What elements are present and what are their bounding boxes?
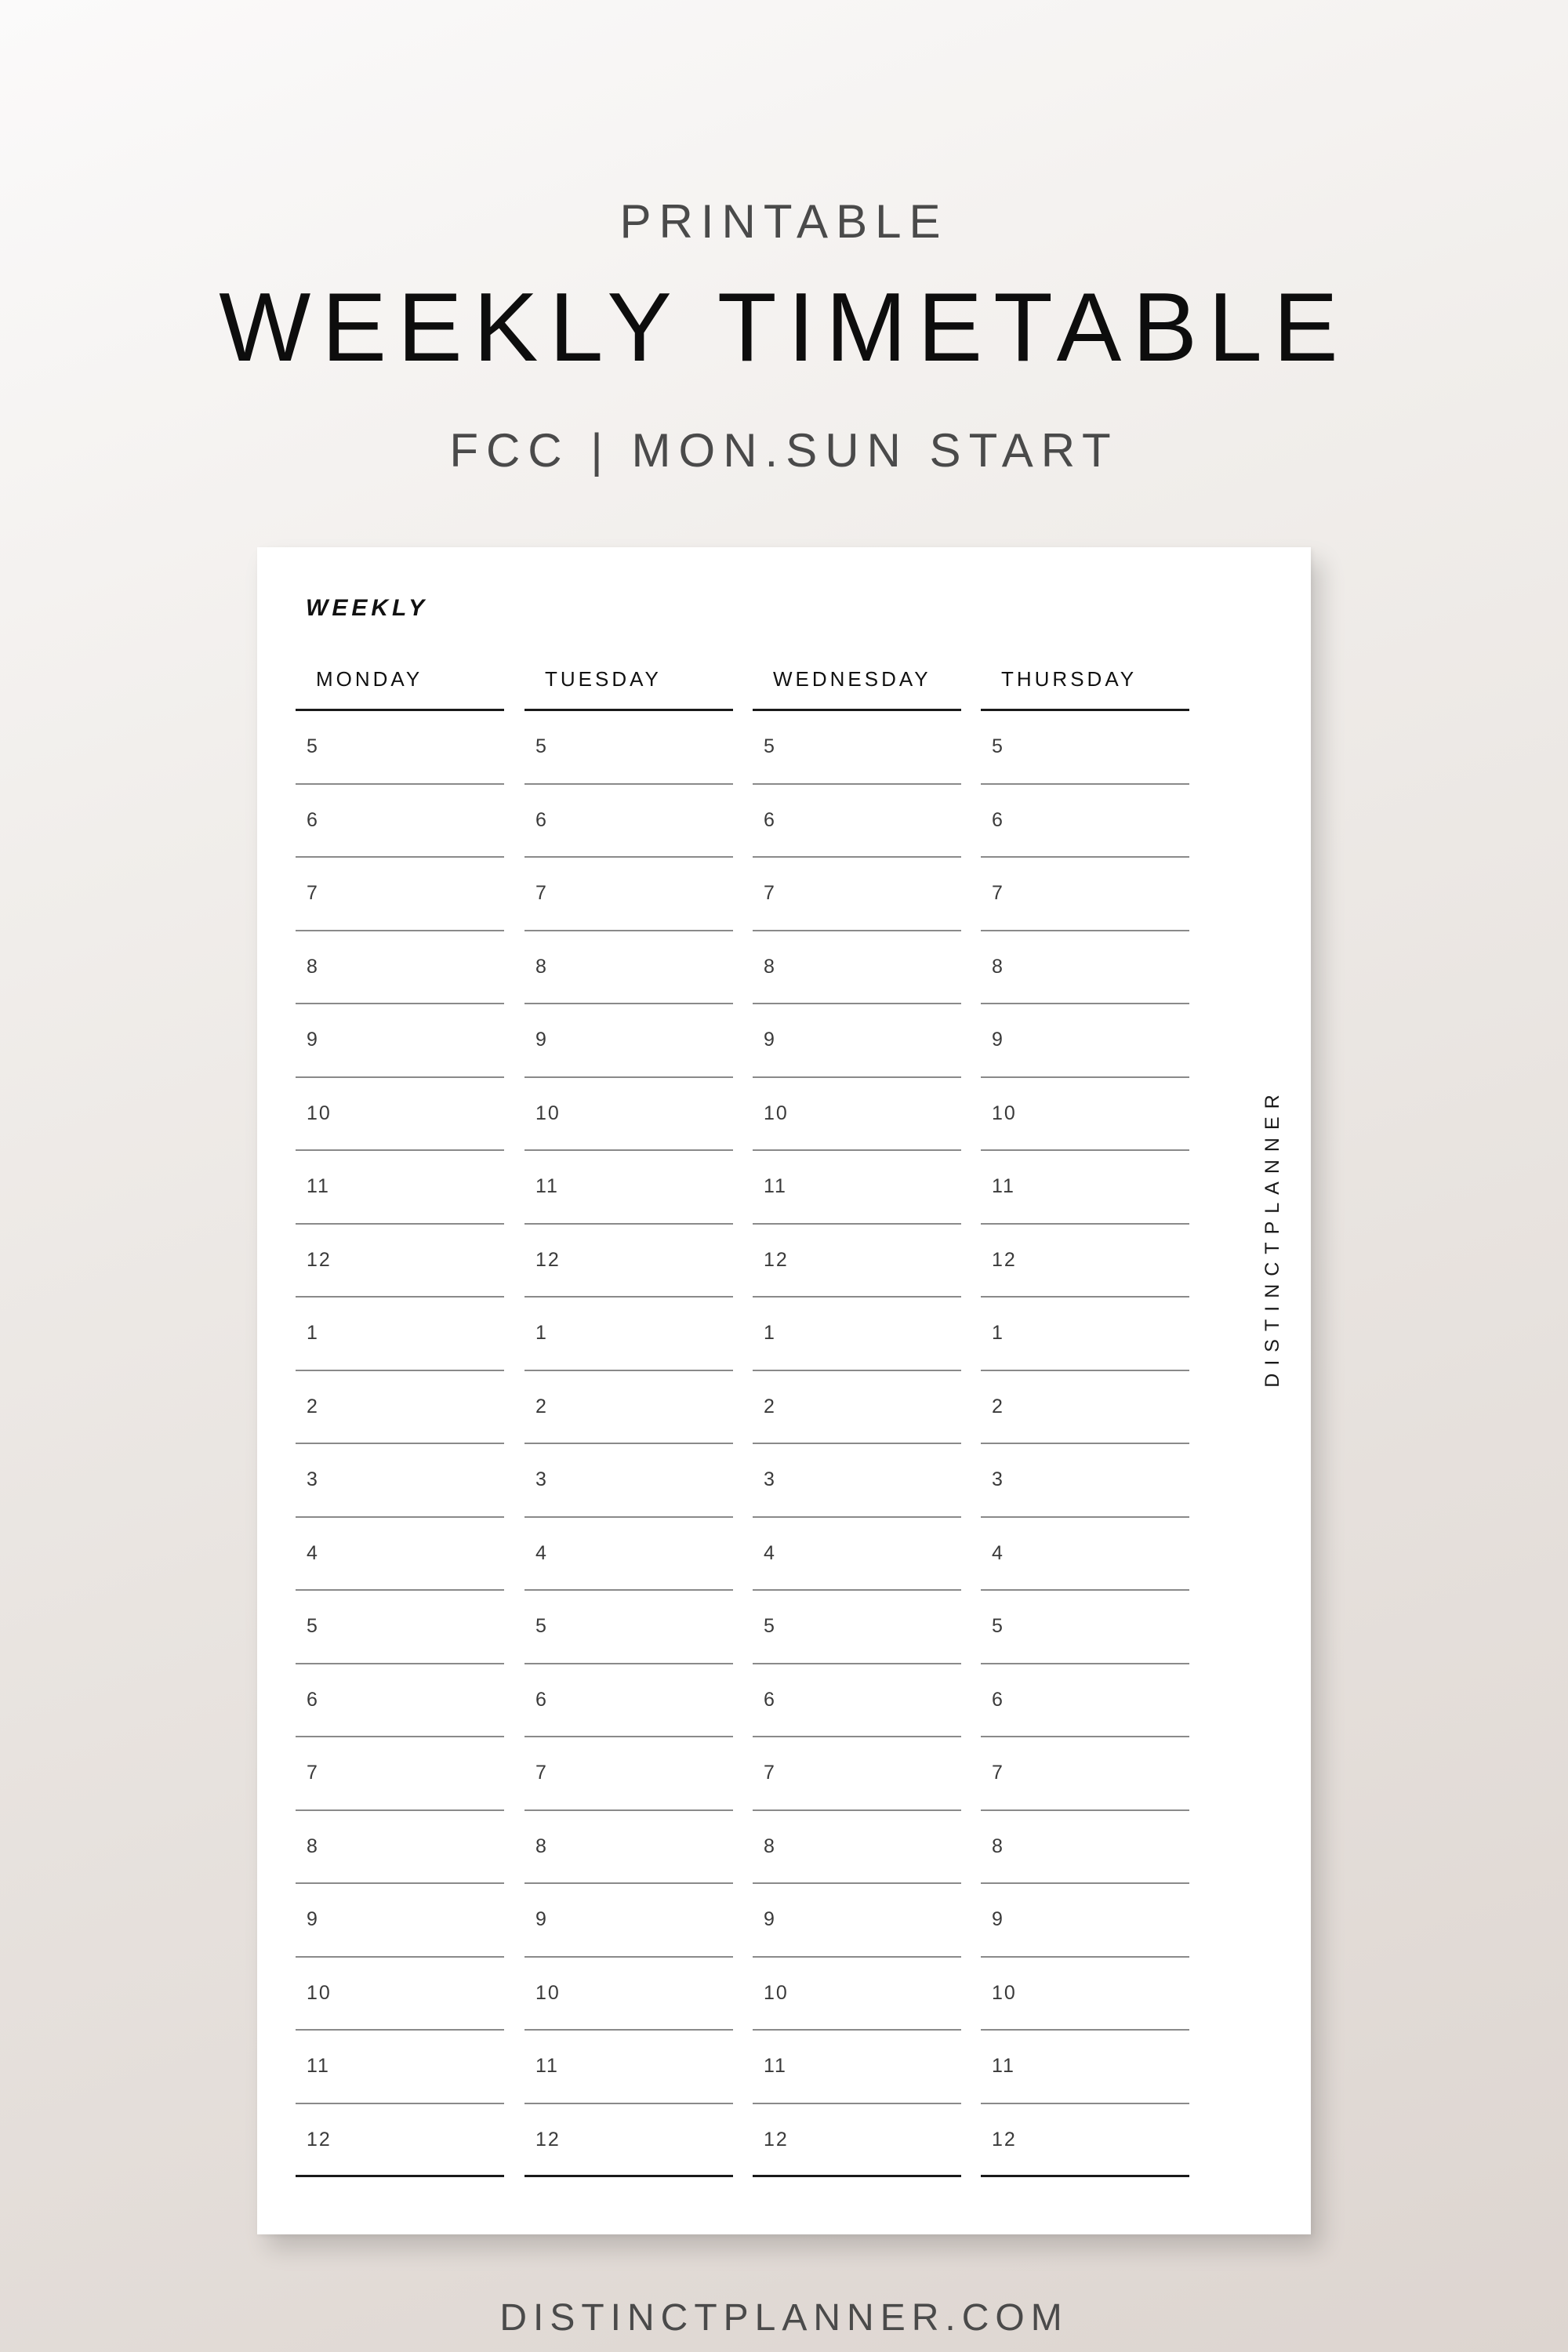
hour-label: 5 xyxy=(307,1615,319,1637)
hour-label: 1 xyxy=(992,1322,1004,1344)
hour-slot xyxy=(296,1591,504,1664)
hour-slot xyxy=(981,711,1189,785)
hour-slot xyxy=(753,1958,961,2031)
hour-slot xyxy=(524,785,733,858)
day-name: MONDAY xyxy=(316,667,423,691)
hour-label: 6 xyxy=(992,1688,1004,1711)
hour-label: 6 xyxy=(307,1688,319,1711)
hour-label: 9 xyxy=(992,1029,1004,1051)
hour-slot xyxy=(981,1664,1189,1738)
day-column-wednesday xyxy=(753,665,961,2177)
hour-label: 12 xyxy=(764,2128,789,2151)
hour-slot xyxy=(524,711,733,785)
hour-slot xyxy=(524,2104,733,2178)
hour-label: 2 xyxy=(764,1395,776,1417)
hour-slot xyxy=(981,2031,1189,2104)
hour-label: 5 xyxy=(992,1615,1004,1637)
hour-label: 9 xyxy=(307,1908,319,1930)
day-column-tuesday xyxy=(524,665,733,2177)
hour-label: 10 xyxy=(764,1102,789,1124)
hour-slot xyxy=(981,1811,1189,1885)
hour-slot xyxy=(524,1591,733,1664)
hour-slot xyxy=(753,1518,961,1592)
hour-slot xyxy=(524,1884,733,1958)
hour-slot xyxy=(296,1298,504,1371)
hour-slot xyxy=(296,1444,504,1518)
hour-label: 12 xyxy=(307,1248,332,1271)
hour-label: 12 xyxy=(992,1248,1017,1271)
hour-label: 9 xyxy=(764,1029,776,1051)
hour-label: 9 xyxy=(307,1029,319,1051)
hour-slot xyxy=(753,931,961,1005)
hour-label: 5 xyxy=(535,1615,548,1637)
hour-slot xyxy=(524,1298,733,1371)
hour-slot xyxy=(753,785,961,858)
hour-label: 1 xyxy=(307,1322,319,1344)
hour-label: 3 xyxy=(307,1468,319,1490)
hour-slot xyxy=(753,2031,961,2104)
hour-label: 9 xyxy=(992,1908,1004,1930)
hour-label: 7 xyxy=(764,1762,776,1784)
timetable-sheet xyxy=(257,547,1311,2234)
hour-label: 8 xyxy=(307,1835,319,1857)
hour-label: 11 xyxy=(992,2055,1015,2077)
sheet-label: WEEKLY xyxy=(306,595,429,621)
hour-label: 6 xyxy=(764,808,776,831)
hour-slot xyxy=(753,1664,961,1738)
hour-label: 10 xyxy=(992,1981,1017,2004)
hour-slot xyxy=(296,1371,504,1445)
page-title: WEEKLY TIMETABLE xyxy=(219,274,1349,382)
hour-label: 7 xyxy=(992,1762,1004,1784)
hour-label: 7 xyxy=(764,882,776,904)
hour-label: 10 xyxy=(992,1102,1017,1124)
hour-label: 2 xyxy=(307,1395,319,1417)
hour-label: 8 xyxy=(764,1835,776,1857)
hour-slot xyxy=(524,2031,733,2104)
hour-label: 9 xyxy=(535,1908,548,1930)
hour-label: 4 xyxy=(764,1541,776,1564)
hour-label: 5 xyxy=(307,735,319,757)
hour-slot xyxy=(296,931,504,1005)
hour-label: 1 xyxy=(764,1322,776,1344)
hour-slot xyxy=(524,1664,733,1738)
hour-slot xyxy=(753,858,961,931)
hour-slot xyxy=(296,2104,504,2178)
hour-label: 7 xyxy=(992,882,1004,904)
hour-label: 5 xyxy=(764,1615,776,1637)
hour-slot xyxy=(753,1591,961,1664)
hour-slot xyxy=(296,711,504,785)
day-name: THURSDAY xyxy=(1001,667,1138,691)
day-name: TUESDAY xyxy=(545,667,662,691)
day-column-monday xyxy=(296,665,504,2177)
header-eyebrow: PRINTABLE xyxy=(619,195,949,248)
hour-slot xyxy=(753,1811,961,1885)
hour-slot xyxy=(524,1811,733,1885)
hour-label: 9 xyxy=(535,1029,548,1051)
hour-slot xyxy=(296,1004,504,1078)
hour-label: 10 xyxy=(307,1981,332,2004)
hour-slot xyxy=(753,2104,961,2178)
hour-label: 11 xyxy=(764,1175,787,1197)
hour-slot xyxy=(753,1078,961,1152)
side-brand-text: DISTINCTPLANNER xyxy=(1261,1087,1283,1388)
hour-label: 11 xyxy=(764,2055,787,2077)
hour-label: 12 xyxy=(307,2128,332,2151)
hour-label: 11 xyxy=(535,1175,559,1197)
hour-label: 10 xyxy=(535,1102,561,1124)
hour-label: 7 xyxy=(307,1762,319,1784)
hour-slot xyxy=(296,785,504,858)
hour-label: 8 xyxy=(764,955,776,978)
hour-label: 2 xyxy=(535,1395,548,1417)
hour-slot xyxy=(524,1444,733,1518)
hour-label: 8 xyxy=(535,1835,548,1857)
hour-label: 4 xyxy=(307,1541,319,1564)
hour-slot xyxy=(753,1004,961,1078)
hour-slot xyxy=(981,1444,1189,1518)
hour-label: 8 xyxy=(307,955,319,978)
hour-label: 7 xyxy=(535,1762,548,1784)
hour-slot xyxy=(524,1225,733,1298)
hour-label: 6 xyxy=(992,808,1004,831)
hour-slot xyxy=(981,1004,1189,1078)
hour-label: 12 xyxy=(535,1248,561,1271)
hour-slot xyxy=(981,1151,1189,1225)
hour-slot xyxy=(981,1225,1189,1298)
hour-slot xyxy=(753,1298,961,1371)
hour-slot xyxy=(753,711,961,785)
hour-label: 11 xyxy=(535,2055,559,2077)
hour-slot xyxy=(981,1518,1189,1592)
hour-slot xyxy=(296,1811,504,1885)
hour-slot xyxy=(296,1518,504,1592)
hour-label: 8 xyxy=(535,955,548,978)
hour-slot xyxy=(524,1371,733,1445)
hour-slot xyxy=(981,1078,1189,1152)
hour-label: 6 xyxy=(307,808,319,831)
hour-slot xyxy=(981,931,1189,1005)
hour-slot xyxy=(981,1737,1189,1811)
hour-label: 9 xyxy=(764,1908,776,1930)
hour-label: 6 xyxy=(535,1688,548,1711)
hour-slots xyxy=(981,711,1189,2177)
hour-slot xyxy=(296,1078,504,1152)
hour-slot xyxy=(753,1151,961,1225)
hour-slot xyxy=(524,931,733,1005)
hour-label: 4 xyxy=(992,1541,1004,1564)
day-column-thursday xyxy=(981,665,1189,2177)
hour-label: 5 xyxy=(992,735,1004,757)
hour-slot xyxy=(524,1151,733,1225)
hour-label: 11 xyxy=(307,1175,330,1197)
hour-label: 2 xyxy=(992,1395,1004,1417)
hour-slot xyxy=(753,1884,961,1958)
hour-slot xyxy=(524,1004,733,1078)
hour-slot xyxy=(524,1958,733,2031)
hour-label: 5 xyxy=(764,735,776,757)
hour-label: 10 xyxy=(535,1981,561,2004)
hour-label: 6 xyxy=(535,808,548,831)
hour-slot xyxy=(296,2031,504,2104)
header-subtitle: FCC | MON.SUN START xyxy=(449,424,1119,477)
day-name: WEDNESDAY xyxy=(773,667,931,691)
hour-label: 4 xyxy=(535,1541,548,1564)
hour-label: 1 xyxy=(535,1322,548,1344)
hour-slot xyxy=(753,1225,961,1298)
hour-label: 12 xyxy=(764,1248,789,1271)
hour-slot xyxy=(981,1884,1189,1958)
footer-url: DISTINCTPLANNER.COM xyxy=(499,2297,1069,2339)
hour-slot xyxy=(296,1884,504,1958)
hour-slot xyxy=(524,1518,733,1592)
hour-slot xyxy=(753,1737,961,1811)
hour-slot xyxy=(981,785,1189,858)
hour-slot xyxy=(524,1737,733,1811)
hour-slot xyxy=(296,858,504,931)
hour-slot xyxy=(981,858,1189,931)
hour-label: 12 xyxy=(535,2128,561,2151)
hour-label: 3 xyxy=(992,1468,1004,1490)
hour-slot xyxy=(524,1078,733,1152)
hour-slot xyxy=(753,1371,961,1445)
hour-label: 5 xyxy=(535,735,548,757)
hour-label: 10 xyxy=(764,1981,789,2004)
hour-label: 3 xyxy=(764,1468,776,1490)
hour-slot xyxy=(981,2104,1189,2178)
hour-label: 8 xyxy=(992,1835,1004,1857)
hour-label: 12 xyxy=(992,2128,1017,2151)
hour-slot xyxy=(753,1444,961,1518)
hour-slot xyxy=(981,1591,1189,1664)
hour-label: 10 xyxy=(307,1102,332,1124)
hour-slots xyxy=(524,711,733,2177)
hour-slot xyxy=(981,1371,1189,1445)
hour-label: 7 xyxy=(535,882,548,904)
hour-slot xyxy=(981,1298,1189,1371)
hour-slots xyxy=(296,711,504,2177)
hour-label: 11 xyxy=(992,1175,1015,1197)
hour-label: 3 xyxy=(535,1468,548,1490)
hour-label: 8 xyxy=(992,955,1004,978)
hour-slot xyxy=(296,1151,504,1225)
hour-label: 6 xyxy=(764,1688,776,1711)
hour-slot xyxy=(296,1664,504,1738)
hour-label: 7 xyxy=(307,882,319,904)
hour-slot xyxy=(296,1958,504,2031)
hour-slot xyxy=(296,1737,504,1811)
hour-slot xyxy=(296,1225,504,1298)
hour-label: 11 xyxy=(307,2055,330,2077)
hour-slot xyxy=(981,1958,1189,2031)
hour-slot xyxy=(524,858,733,931)
hour-slots xyxy=(753,711,961,2177)
